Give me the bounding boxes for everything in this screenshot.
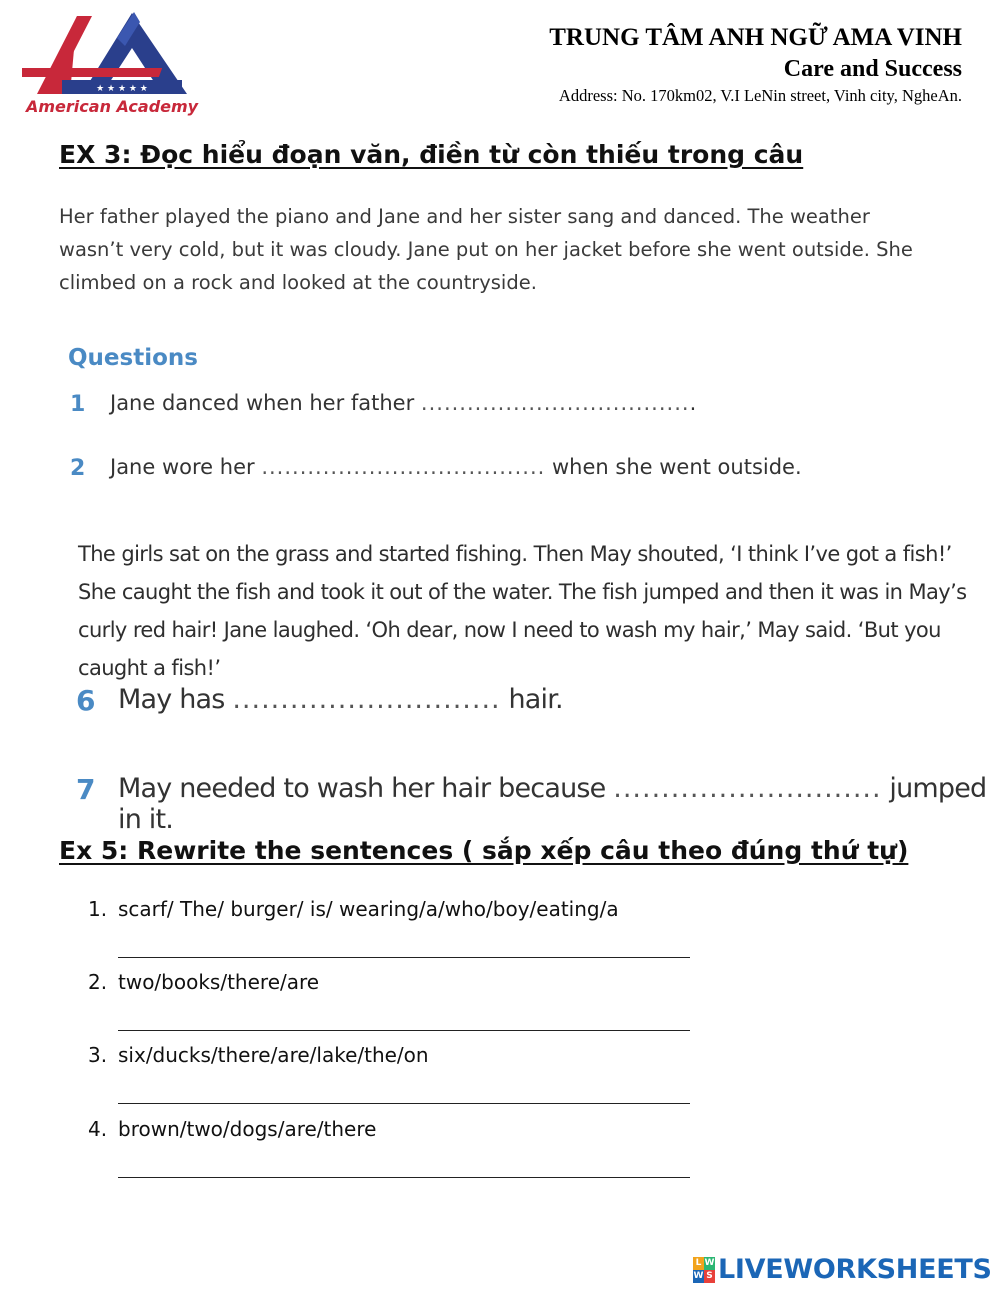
center-name: TRUNG TÂM ANH NGỮ AMA VINH bbox=[549, 24, 962, 51]
item-number: 1. bbox=[88, 897, 108, 921]
brand-name: LIVEWORKSHEETS bbox=[718, 1254, 992, 1285]
question-1-text: Jane danced when her father bbox=[110, 391, 415, 415]
answer-line-2[interactable] bbox=[118, 1006, 690, 1031]
item-text: two/books/there/are bbox=[118, 970, 320, 994]
question-7 bbox=[118, 773, 1000, 835]
item-text: scarf/ The/ burger/ is/ wearing/a/who/boy/eating/a bbox=[118, 897, 619, 921]
question-6 bbox=[118, 684, 563, 715]
rewrite-item-1 bbox=[88, 897, 619, 921]
question-7-number: 7 bbox=[76, 773, 96, 806]
question-2-end: when she went outside. bbox=[552, 455, 802, 479]
questions-heading: Questions bbox=[68, 345, 198, 371]
answer-line-4[interactable] bbox=[118, 1153, 690, 1178]
passage-2: The girls sat on the grass and started fishing. Then May shouted, ‘I think I’ve got a fish!’ She caught the fish and took it out of the water. The fish jumped and then it was in May’s curly red hair! Jane laughed. ‘Oh dear, now I need to wash my hair,’ May said. ‘But you caught a fish!’ bbox=[78, 542, 967, 680]
question-7-blank[interactable]: ............................ bbox=[613, 773, 882, 804]
svg-text:★ ★ ★ ★ ★: ★ ★ ★ ★ ★ bbox=[96, 84, 148, 94]
ex5-title: Ex 5: Rewrite the sentences ( sắp xếp câu theo đúng thứ tự) bbox=[59, 836, 909, 865]
logo-text: American Academy bbox=[26, 97, 199, 116]
ex3-title: EX 3: Đọc hiểu đoạn văn, điền từ còn thiếu trong câu bbox=[59, 140, 804, 169]
question-6-text: May has bbox=[118, 684, 225, 715]
question-1-end: . bbox=[689, 391, 697, 415]
passage-1: Her father played the piano and Jane and her sister sang and danced. The weather wasn’t very cold, but it was cloudy. Jane put on her jacket before she went outside. She climbed on a rock and looked at the countryside. bbox=[59, 205, 913, 294]
question-7-end: jumped in it. bbox=[118, 773, 987, 835]
item-text: brown/two/dogs/are/there bbox=[118, 1117, 377, 1141]
question-6-blank[interactable]: ............................ bbox=[232, 684, 501, 715]
item-text: six/ducks/there/are/lake/the/on bbox=[118, 1043, 429, 1067]
address: Address: No. 170km02, V.I LeNin street, Vinh city, NgheAn. bbox=[558, 86, 962, 105]
logo-mark-icon bbox=[22, 8, 202, 108]
answer-line-3[interactable] bbox=[118, 1079, 690, 1104]
question-1 bbox=[110, 391, 696, 415]
answer-line-1[interactable] bbox=[118, 933, 690, 958]
question-1-number: 1 bbox=[70, 392, 86, 417]
question-2-number: 2 bbox=[70, 456, 86, 481]
rewrite-item-4 bbox=[88, 1117, 376, 1141]
liveworksheets-badge-icon: L W W S bbox=[693, 1257, 715, 1281]
question-6-number: 6 bbox=[76, 684, 96, 717]
rewrite-item-3 bbox=[88, 1043, 429, 1067]
question-2 bbox=[110, 455, 802, 479]
slogan: Care and Success bbox=[783, 56, 962, 82]
question-2-blank[interactable]: ..................................... bbox=[261, 455, 546, 479]
question-7-text: May needed to wash her hair because bbox=[118, 773, 606, 804]
item-number: 3. bbox=[88, 1043, 108, 1067]
item-number: 2. bbox=[88, 970, 108, 994]
liveworksheets-brand bbox=[693, 1254, 992, 1285]
question-1-blank[interactable]: ................................... bbox=[420, 391, 690, 415]
rewrite-item-2 bbox=[88, 970, 319, 994]
question-2-text: Jane wore her bbox=[110, 455, 255, 479]
item-number: 4. bbox=[88, 1117, 108, 1141]
question-6-end: hair. bbox=[508, 684, 563, 715]
